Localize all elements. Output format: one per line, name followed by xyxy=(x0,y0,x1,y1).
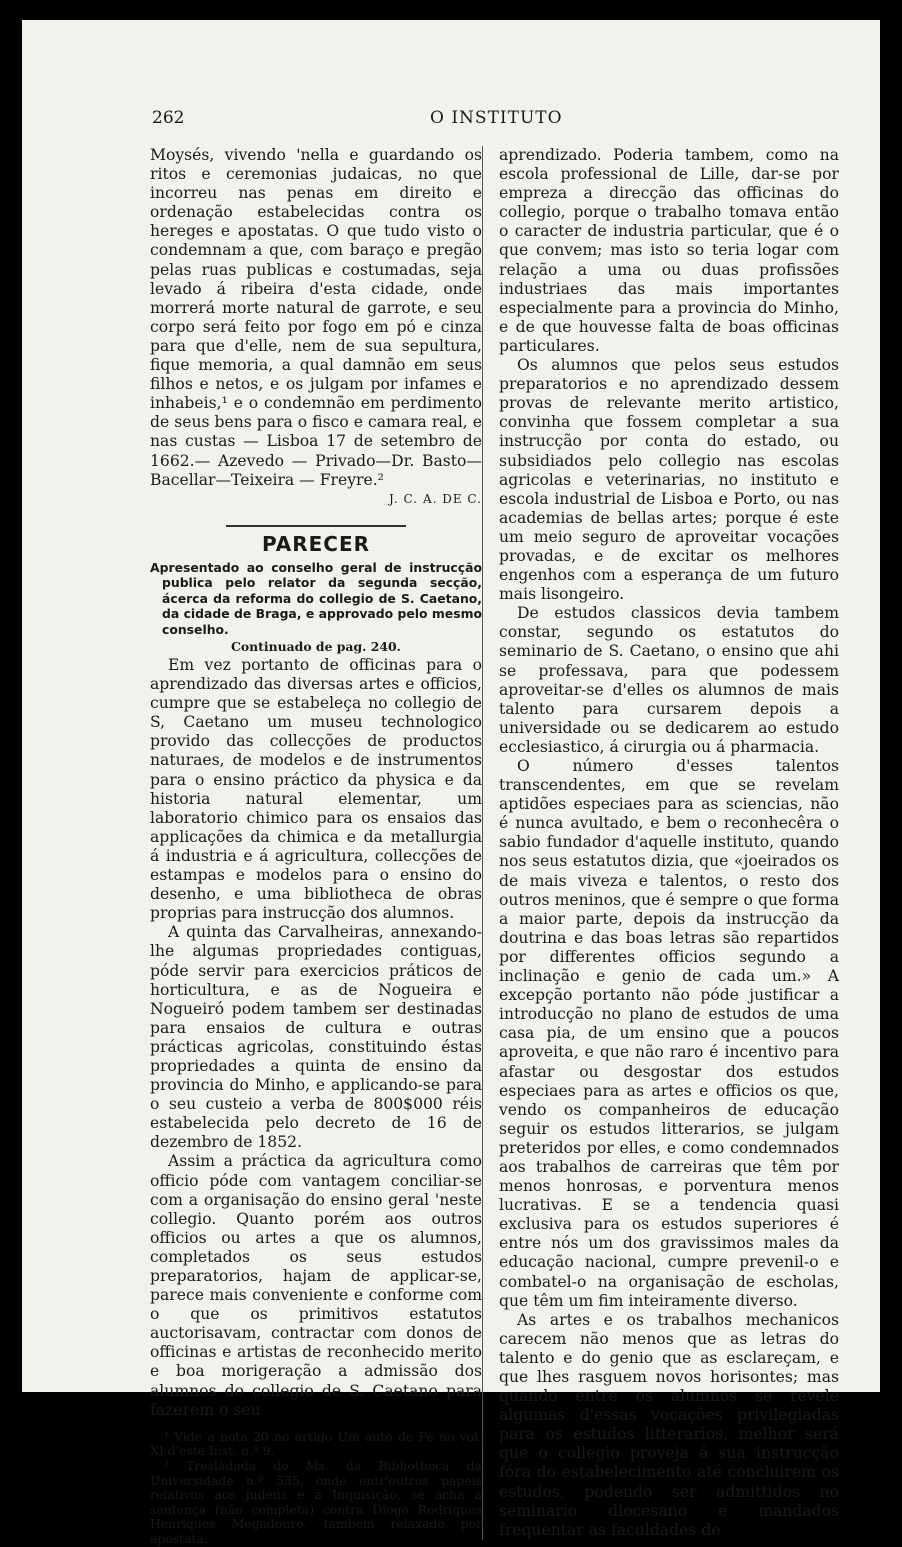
left-column xyxy=(150,146,482,1547)
body-paragraph: As artes e os trabalhos mechanicos carecem não menos que as letras do talento e do genio que as esclareçam, e que lhes rasguem novos horisontes; mas quando entre os alumnos se revele algumas d'essas vocações privilegiadas para os estudos litterarios, melhor será que o collegio proveja á sua instrucção fóra do estabelecimento até concluirem os estudos, podendo ser admittidos no seminario diocesano e mandados frequentar as faculdades de xyxy=(499,1310,839,1539)
footnote: ¹ Vide a nota 20 no artigo Um auto de Fé no vol. XI d'este Inst. n.º 9. xyxy=(150,1428,482,1459)
section-divider xyxy=(226,525,406,527)
page-header xyxy=(152,108,824,130)
body-paragraph: Os alumnos que pelos seus estudos preparatorios e no aprendizado dessem provas de relevante merito artistico, convinha que fossem completar a sua instrucção por conta do estado, ou subsidiados pelo collegio nas escolas agricolas e veterinarias, no instituto e escola industrial de Lisboa e Porto, ou nas academias de bellas artes; porque é este um meio seguro de aproveitar vocações provadas, e de excitar os melhores engenhos com a esperança de um futuro mais lisongeiro. xyxy=(499,356,839,604)
author-signature: J. C. A. DE C. xyxy=(389,491,482,506)
body-paragraph: Em vez portanto de officinas para o aprendizado das diversas artes e officios, cumpre que se estabeleça no collegio de S, Caetano um museu technologico provido das collecções de productos naturaes, de modelos e de instrumentos para o ensino práctico da physica e da historia natural elementar, um laboratorio chimico para os ensaios das applicações da chimica e da metallurgia á industria e á agricultura, collecções de estampas e modelos para o ensino do desenho, e uma bibliotheca de obras proprias para instrucção dos alumnos. xyxy=(150,656,482,923)
body-paragraph: O número d'esses talentos transcendentes, em que se revelam aptidões especiaes para as sciencias, não é nunca avultado, e bem o reconhecêra o sabio fundador d'aquelle instituto, quando nos seus estatutos dizia, que «joeirados os de mais viveza e talentos, o resto dos outros meninos, que é sempre o que forma a maior parte, depois da instrucção da doutrina e das boas letras são repartidos por differentes officios segundo a inclinação e genio de cada um.» A excepção portanto não póde justificar a introducção no plano de estudos de uma casa pia, de um ensino que a poucos aproveita, e que não raro é incentivo para afastar ou desgostar dos estudos especiaes para as artes e officios os que, vendo os companheiros de educação seguir os estudos litterarios, se julgam preteridos por elles, e como condemnados aos trabalhos de carreiras que têm por menos honrosas, e porventura menos lucrativas. E se a tendencia quasi exclusiva para os estudos superiores é entre nós um dos gravissimos males da educação nacional, cumpre prevenil-o e combatel-o na organisação de escholas, que têm um fim inteiramente diverso. xyxy=(499,757,839,1310)
section-heading: PARECER xyxy=(261,531,371,556)
right-column xyxy=(482,146,839,1540)
body-paragraph: De estudos classicos devia tambem constar, segundo os estatutos do seminario de S. Caetano, o ensino que ahi se professava, para que podessem aproveitar-se d'elles os alumnos de mais talento para cursarem depois a universidade ou se dedicarem ao estudo ecclesiastico, á cirurgia ou á pharmacia. xyxy=(499,604,839,756)
footnote: ² Tresladada do Ms. da Bibliotheca da Universidade n.º 535, onde entr'outros papeis relativos aos judeus e á Inquisição, se acha a sentença (não completa) contra Diogo Rodrigues Henriques Mogadouro, tambem relaxado por apostata. xyxy=(150,1457,482,1546)
body-paragraph: A quinta das Carvalheiras, annexando-lhe algumas propriedades contiguas, póde servir para exercicios práticos de horticultura, e as de Nogueira e Nogueiró podem tambem ser destinadas para ensaios de cultura e outras prácticas agricolas, constituindo éstas propriedades a quinta de ensino da provincia do Minho, e applicando-se para o seu custeio a verba de 800$000 réis estabelecida pelo decreto de 16 de dezembro de 1852. xyxy=(150,923,482,1152)
body-paragraph: Assim a práctica da agricultura como officio póde com vantagem conciliar-se com a organisação do ensino geral 'neste collegio. Quanto porém aos outros officios ou artes a que os alumnos, completados os seus estudos preparatorios, hajam de applicar-se, parece mais conveniente e conforme com o que os primitivos estatutos auctorisavam, contractar com donos de officinas e artistas de reconhecido merito e boa morigeração a admissão dos alumnos do collegio de S. Caetano para fazerem o seu xyxy=(150,1152,482,1419)
body-paragraph: aprendizado. Poderia tambem, como na escola professional de Lille, dar-se por empreza a direcção das officinas do collegio, porque o trabalho tomava então o caracter de industria particular, que é o que convem; mas isto so teria logar com relação a uma ou duas profissões industriaes das mais importantes especialmente para a provincia do Minho, e de que houvesse falta de boas officinas particulares. xyxy=(499,146,839,355)
continued-note: Continuado de pag. 240. xyxy=(231,638,401,654)
footnotes xyxy=(150,1430,482,1547)
body-paragraph: Moysés, vivendo 'nella e guardando os ritos e ceremonias judaicas, no que incorreu nas penas em direito e ordenação estabelecidas contra os hereges e apostatas. O que tudo visto o condemnam a que, com baraço e pregão pelas ruas publicas e costumadas, seja levado á ribeira d'esta cidade, onde morrerá morte natural de garrote, e seu corpo será feito por fogo em pó e cinza para que d'elle, nem de sua sepultura, fique memoria, a qual damnão em seus filhos e netos, e os julgam por infames e inhabeis,¹ e o condemnão em perdimento de seus bens para o fisco e camara real, e nas custas — Lisboa 17 de setembro de 1662.— Azevedo — Privado—Dr. Basto—Bacellar—Teixeira — Freyre.² xyxy=(150,146,482,489)
journal-title: O INSTITUTO xyxy=(430,108,563,128)
page-number: 262 xyxy=(152,108,185,128)
section-subtitle: Apresentado ao conselho geral de instrucção publica pelo relator da segunda secção, ácerca da reforma do collegio de S. Caetano, da cidade de Braga, e approvado pelo mesmo conselho. xyxy=(150,559,482,637)
